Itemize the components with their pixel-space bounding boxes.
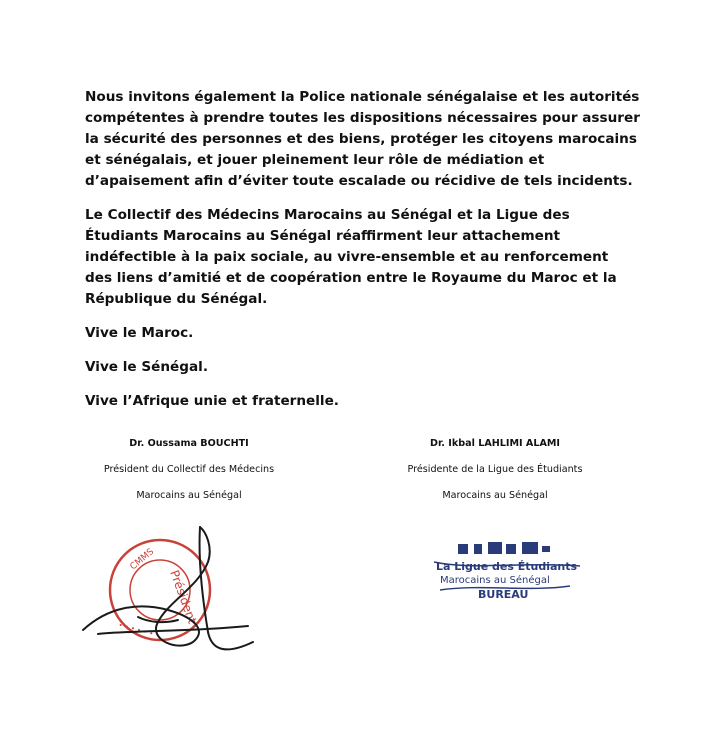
right-stamp-line2: Marocains au Sénégal [440,575,550,586]
closing-maroc: Vive le Maroc. [85,325,194,341]
closing-senegal: Vive le Sénégal. [85,359,209,375]
closing-afrique: Vive l’Afrique unie et fraternelle. [85,393,339,409]
svg-text:CMMS: CMMS [128,546,157,573]
right-stamp-line3: BUREAU [478,588,529,601]
left-seal-signature [78,522,258,667]
right-stamp-line1: La Ligue des Étudiants [436,560,578,573]
svg-text:• • • • • • •: • • • • • • • [117,621,161,640]
paragraph-collectif: Le Collectif des Médecins Marocains au Sénégal et la Ligue des Étudiants Marocains au Sénégal réaffirment leur attachement indéfectible à la paix sociale, au vivre-ensemble et au renforcement des liens d’amitié et de coopération entre le Royaume du Maroc et la République du Sénégal. [85,207,617,307]
right-stamp [430,540,585,610]
svg-text:Président: Président [167,568,200,626]
signatory-right [370,437,620,515]
signatory-right-title-line1: Présidente de la Ligue des Étudiants [407,464,583,475]
signatory-right-name: Dr. Ikbal LAHLIMI ALAMI [429,438,561,449]
signatory-left-name: Dr. Oussama BOUCHTI [129,438,249,449]
right-stamp-graphic [430,540,585,610]
signatory-left-title-line1: Président du Collectif des Médecins [103,464,275,475]
signatory-left-title-line2: Marocains au Sénégal [136,490,242,501]
letter-body [85,87,640,425]
signatory-right-title-line2: Marocains au Sénégal [442,490,548,501]
paragraph-police: Nous invitons également la Police nationale sénégalaise et les autorités compétentes à prendre toutes les dispositions nécessaires pour assurer la sécurité des personnes et des biens, protéger les citoyens marocains et sénégalais, et jouer pleinement leur rôle de médiation et d’apaisement afin d’éviter toute escalade ou récidive de tels incidents. [85,89,640,189]
signatory-left [64,437,314,515]
signature-scribble [83,527,253,649]
